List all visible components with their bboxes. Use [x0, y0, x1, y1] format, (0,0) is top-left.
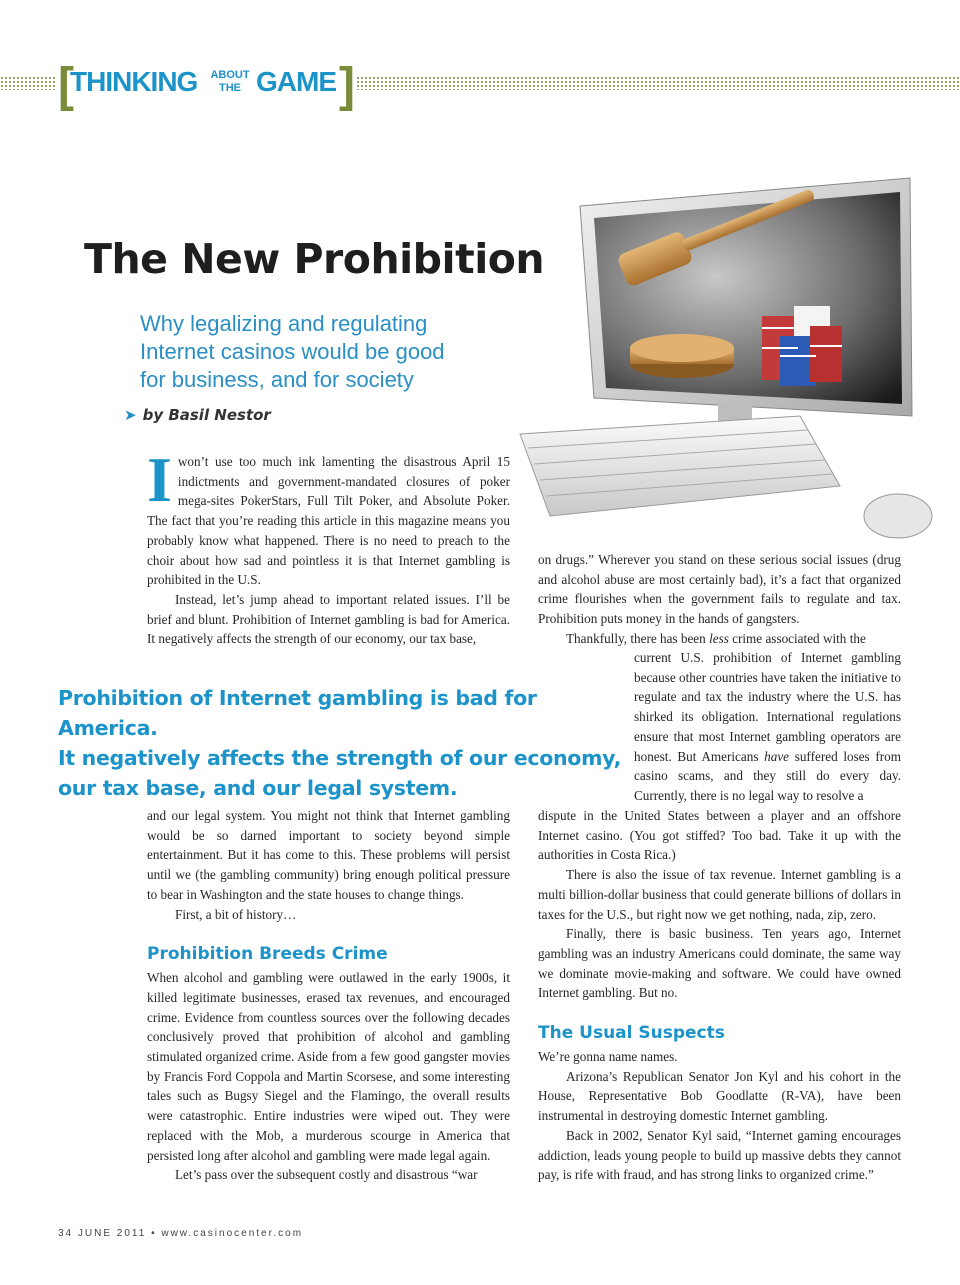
- header-bracket-left: [: [58, 59, 74, 112]
- intro-text: won’t use too much ink lamenting the disastrous April 15 indictments and government-mandated closures of poker mega-sites PokerStars, Full Tilt Poker, and Absolute Poker. The fact that you’re reading this article in this magazine means you probably know what happened. There is no need to preach to the choir about how sad and pointless it is that Internet gambling is prohibited in the U.S.: [147, 454, 510, 588]
- article-title: The New Prohibition: [84, 235, 545, 283]
- deck-line: Internet casinos would be good: [140, 339, 445, 364]
- pull-quote-line: It negatively affects the strength of our economy,: [58, 746, 622, 770]
- header-the: THE: [219, 82, 241, 94]
- right-column-wrap: [634, 648, 901, 806]
- paragraph: on drugs.” Wherever you stand on these serious social issues (drug and alcohol abuse are most certainly bad), it’s a fact that organized crime flourishes when the government fails to regulate and tax. Prohibition puts money in the hands of gangsters.: [538, 552, 901, 627]
- paragraph: current U.S. prohibition of Internet gambling because other countries have taken the initiative to regulate and tax the industry where the U.S. has shirked its obligation. International regulations ensure that most Internet gambling operators are honest. But Americans have suffered loses from casino scams, and they still do every day. Currently, there is no legal way to resolve a: [634, 650, 901, 803]
- section-heading: The Usual Suspects: [538, 1023, 725, 1044]
- poker-chips-icon: [762, 306, 842, 386]
- pull-quote-line: our tax base, and our legal system.: [58, 776, 458, 800]
- byline-text: by Basil Nestor: [142, 406, 271, 424]
- deck-line: for business, and for society: [140, 367, 414, 392]
- arrow-icon: ➤: [124, 406, 137, 424]
- paragraph: We’re gonna name names.: [538, 1049, 678, 1065]
- computer-gavel-illustration: [510, 176, 950, 546]
- paragraph: and our legal system. You might not think that Internet gambling would be so darned important to society beyond simple entertainment. But it has come to this. These problems will persist until we (the gambling community) bring enough political pressure to bear in Washington and the state houses to change things.: [147, 808, 510, 902]
- paragraph: dispute in the United States between a player and an offshore Internet casino. (You got stiffed? Too bad. Take it up with the authorities in Costa Rica.): [538, 808, 901, 863]
- left-column-top: [147, 444, 510, 649]
- paragraph: There is also the issue of tax revenue. Internet gambling is a multi billion-dollar business that could generate billions of dollars in taxes for the U.S., but right now we get nothing, nada, zip, zero.: [538, 867, 901, 922]
- header-dots-right: [356, 76, 960, 90]
- paragraph: First, a bit of history…: [175, 906, 297, 922]
- header-about: ABOUT: [210, 69, 250, 81]
- article-deck: [140, 310, 560, 394]
- right-column-top: [538, 550, 901, 649]
- header-bracket-right: ]: [339, 59, 355, 112]
- paragraph: Back in 2002, Senator Kyl said, “Internet gaming encourages addiction, leads young people to build up massive debts they cannot pay, is rife with fraud, and has strong links to organized crime.”: [538, 1127, 901, 1183]
- paragraph: Arizona’s Republican Senator Jon Kyl and his cohort in the House, Representative Bob Goodlatte (R-VA), have been instrumental in destroying domestic Internet gambling.: [538, 1068, 901, 1124]
- mouse: [864, 494, 932, 538]
- paragraph: Let’s pass over the subsequent costly and disastrous “war: [175, 1167, 478, 1183]
- header-thinking: THINKING: [70, 66, 198, 97]
- paragraph: Instead, let’s jump ahead to important related issues. I’ll be brief and blunt. Prohibition of Internet gambling is bad for America. It negatively affects the strength of our economy, our tax base,: [147, 591, 510, 647]
- pull-quote: [58, 683, 628, 803]
- paragraph: When alcohol and gambling were outlawed in the early 1900s, it killed legitimate businesses, erased tax revenues, and encouraged crime. Evidence from countless sources over the following decades conclusively proved that prohibition of alcohol and gambling stimulated organized crime. Aside from a few good gangster movies by Francis Ford Coppola and Martin Scorsese, and some interesting tales such as Bugsy Siegel and the Flamingo, the overall results were catastrophic. Entire industries were wiped out. They were replaced with the Mob, a murderous scourge in America that persisted long after alcohol and gambling were made legal again.: [147, 970, 510, 1163]
- header-dots-left: [0, 76, 56, 90]
- intro-paragraph: [147, 444, 510, 590]
- drop-cap: I: [147, 444, 172, 515]
- page-footer: 34 JUNE 2011 • www.casinocenter.com: [58, 1228, 304, 1239]
- right-column-bottom: [538, 806, 901, 1185]
- header-game: GAME: [256, 66, 336, 97]
- byline: [124, 406, 271, 424]
- paragraph: Thankfully, there has been less crime associated with the: [566, 630, 866, 646]
- section-heading: Prohibition Breeds Crime: [147, 944, 388, 965]
- deck-line: Why legalizing and regulating: [140, 311, 428, 336]
- pull-quote-line: Prohibition of Internet gambling is bad for America.: [58, 686, 537, 740]
- paragraph: Finally, there is basic business. Ten years ago, Internet gambling was an industry Americans could dominate, the same way we dominate movie-making and software. We could have owned Internet gambling. But no.: [538, 926, 901, 1001]
- left-column-bottom: [147, 806, 510, 1185]
